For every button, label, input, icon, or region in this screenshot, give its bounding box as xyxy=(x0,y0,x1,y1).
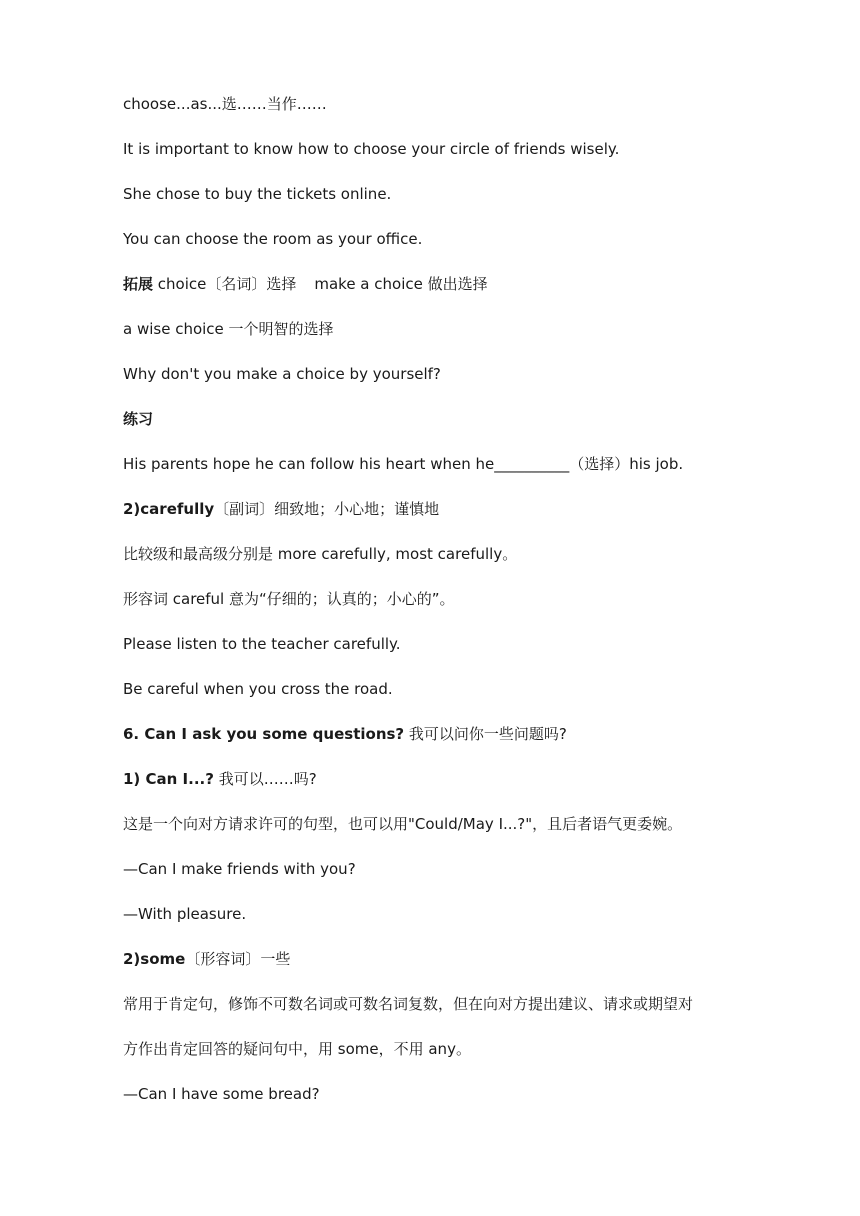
sub-heading xyxy=(123,767,783,812)
section-heading xyxy=(123,722,783,767)
document-page xyxy=(123,92,783,1127)
vocab-word: 2)carefully xyxy=(123,500,215,518)
dialogue-line: —Can I have some bread? xyxy=(123,1085,320,1103)
extension-line xyxy=(123,272,783,317)
vocab-heading xyxy=(123,497,783,542)
extension-text: choice〔名词〕选择 xyxy=(153,275,297,293)
sub-heading-zh: 我可以……吗? xyxy=(213,770,317,788)
dialogue-line: —Can I make friends with you? xyxy=(123,860,356,878)
vocab-word: 2)some xyxy=(123,950,186,968)
example-sentence: You can choose the room as your office. xyxy=(123,230,423,248)
text-line: 常用于肯定句，修饰不可数名词或可数名词复数，但在向对方提出建议、请求或期望对 xyxy=(123,995,694,1013)
example-sentence: She chose to buy the tickets online. xyxy=(123,185,392,203)
example-sentence: Please listen to the teacher carefully. xyxy=(123,635,401,653)
exercise-heading: 练习 xyxy=(123,410,154,428)
text-line: 形容词 careful 意为“仔细的；认真的；小心的”。 xyxy=(123,590,455,608)
text-line: choose...as...选……当作…… xyxy=(123,95,327,113)
example-sentence: It is important to know how to choose your circle of friends wisely. xyxy=(123,140,620,158)
vocab-definition: 〔形容词〕一些 xyxy=(185,950,291,968)
extension-label: 拓展 xyxy=(123,275,154,293)
dialogue-line: —With pleasure. xyxy=(123,905,247,923)
vocab-heading xyxy=(123,947,783,992)
section-heading-en: 6. Can I ask you some questions? xyxy=(123,725,405,743)
sub-heading-en: 1) Can I...? xyxy=(123,770,214,788)
example-sentence: Why don't you make a choice by yourself? xyxy=(123,365,441,383)
text-line: 方作出肯定回答的疑问句中，用 some，不用 any。 xyxy=(123,1040,471,1058)
exercise-question: His parents hope he can follow his heart when he__________（选择）his job. xyxy=(123,455,684,473)
vocab-definition: 〔副词〕细致地；小心地；谨慎地 xyxy=(214,500,440,518)
text-line: 比较级和最高级分别是 more carefully, most carefully。 xyxy=(123,545,518,563)
extension-phrase: make a choice 做出选择 xyxy=(314,275,488,293)
section-heading-zh: 我可以问你一些问题吗? xyxy=(404,725,567,743)
text-line: 这是一个向对方请求许可的句型，也可以用"Could/May I...?"，且后者语气更委婉。 xyxy=(123,815,683,833)
example-sentence: Be careful when you cross the road. xyxy=(123,680,393,698)
text-line: a wise choice 一个明智的选择 xyxy=(123,320,334,338)
